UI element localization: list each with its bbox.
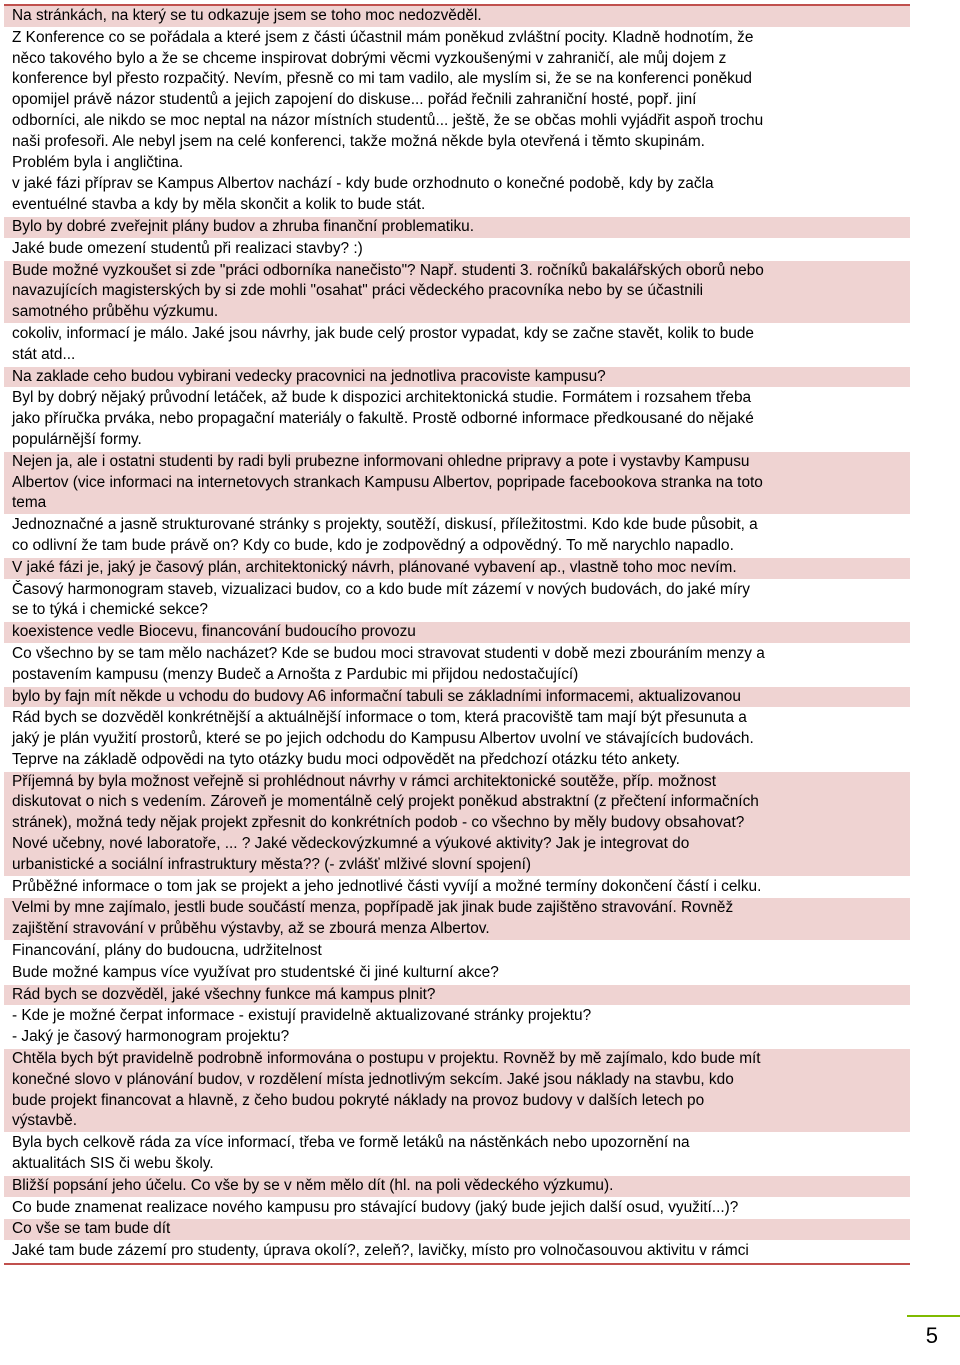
response-line: konference byl přesto rozpačitý. Nevím, přesně co mi tam vadilo, ale myslím si, že se na konferenci poněkud (12, 70, 752, 88)
response-row (4, 367, 910, 389)
response-line: se to týká i chemické sekce? (12, 601, 208, 619)
response-row (4, 28, 910, 175)
response-row (4, 644, 910, 687)
response-row (4, 239, 910, 261)
response-line: Na stránkách, na který se tu odkazuje jsem se toho moc nedozvěděl. (12, 7, 482, 24)
response-line: jaký je plán využití prostorů, které se po jejich odchodu do Kampusu Albertov uvolní ve stávajících budovách. (12, 730, 754, 748)
response-row (4, 877, 910, 899)
response-row (4, 1176, 910, 1198)
response-row (4, 1241, 910, 1263)
response-line: Financování, plány do budoucna, udržitelnost (12, 942, 322, 960)
response-line: bude projekt financovat a hlavně, z čeho budou pokryté náklady na provoz budovy v dalších letech po (12, 1091, 705, 1109)
response-line: co odlivní že tam bude právě on? Kdy co bude, kdo je zodpovědný a odpovědný. To mě narychlo napadlo. (12, 536, 734, 554)
response-line: postavením kampusu (menzy Budeč a Arnošta z Pardubic mi přijdou nedostačující) (12, 665, 579, 683)
response-line: Albertov (vice informaci na internetovych strankach Kampusu Albertov, popripade facebookova stranka na toto (12, 473, 763, 491)
response-line: Velmi by mne zajímalo, jestli bude součástí menza, popřípadě jak jinak bude zajištěno stravování. Rovněž (12, 899, 734, 917)
response-line: navazujících magisterských by si zde mohli "osahat" práci vědeckého pracovníka nebo by se účastnili (12, 282, 704, 300)
response-line: populárnější formy. (12, 430, 142, 448)
response-line: Nové učebny, nové laboratoře, ... ? Jaké vědeckovýzkumné a výukové aktivity? Jak je integrovat do (12, 835, 690, 853)
response-line: Chtěla bych být pravidelně podrobně informována o postupu v projektu. Rovněž by mě zajímalo, kdo bude mít (12, 1050, 761, 1068)
response-row (4, 217, 910, 239)
response-line: naši profesoři. Ale nebyl jsem na celé konferenci, takže možná někde byla otevřená i těmto skupinám. (12, 132, 705, 150)
response-row (4, 687, 910, 709)
response-line: Časový harmonogram staveb, vizualizaci budov, co a kdo bude mít zázemí v nových budovách, do jaké míry (12, 580, 750, 598)
response-row (4, 898, 910, 941)
response-row (4, 941, 910, 963)
response-line: - Kde je možné čerpat informace - existují pravidelně aktualizované stránky projektu? (12, 1007, 592, 1025)
page-number: 5 (925, 1323, 938, 1348)
response-row (4, 452, 910, 515)
response-line: Z Konference co se pořádala a které jsem z části účastnil mám poněkud zvláštní pocity. Kladně hodnotím, že (12, 28, 754, 46)
response-line: bylo by fajn mít někde u vchodu do budovy A6 informační tabuli se základními informacemi, aktualizovanou (12, 687, 741, 705)
response-line: Průběžné informace o tom jak se projekt a jeho jednotlivé části vyvíjí a možné termíny dokončení částí i celku. (12, 877, 762, 895)
response-line: něco takového bylo a že se chceme inspirovat dobrými věcmi vyzkoušenými v zahraničí, ale můj dojem z (12, 49, 727, 67)
response-line: samotného průběhu výzkumu. (12, 303, 219, 321)
response-line: Bližší popsání jeho účelu. Co vše by se v něm mělo dít (hl. na poli vědeckého výzkumu). (12, 1176, 614, 1194)
response-line: Nejen ja, ale i ostatni studenti by radi byli prubezne informovani ohledne pripravy a pote i vystavby Kampusu (12, 452, 750, 470)
response-line: cokoliv, informací je málo. Jaké jsou návrhy, jak bude celý prostor vypadat, kdy se začne stavět, kolik to bude (12, 324, 754, 342)
response-row (4, 1049, 910, 1133)
response-row (4, 6, 910, 28)
response-line: v jaké fázi příprav se Kampus Albertov nachází - kdy bude orzhodnuto o konečné podobě, kdy by začla (12, 175, 714, 193)
response-line: Byla bych celkově ráda za více informací, třeba ve formě letáků na nástěnkách nebo upozornění na (12, 1134, 690, 1152)
response-line: Rád bych se dozvěděl, jaké všechny funkce má kampus plnit? (12, 985, 436, 1003)
response-line: Co všechno by se tam mělo nacházet? Kde se budou moci stravovat studenti v době mezi zbouráním menzy a (12, 644, 765, 662)
response-row (4, 708, 910, 771)
response-line: tema (12, 494, 47, 512)
response-line: Jaké tam bude zázemí pro studenty, úprava okolí?, zeleň?, lavičky, místo pro volnočasouvou aktivitu v rámci (12, 1242, 749, 1260)
response-line: Bude možné kampus více využívat pro studentské či jiné kulturní akce? (12, 963, 499, 981)
response-row (4, 558, 910, 580)
response-line: Jednoznačné a jasně strukturované stránky s projekty, soutěží, diskusí, příležitostmi. Kdo kde bude působit, a (12, 516, 758, 534)
page-number-box (907, 1315, 960, 1365)
response-row (4, 622, 910, 644)
response-row (4, 963, 910, 985)
response-row (4, 1219, 910, 1241)
response-row (4, 985, 910, 1007)
response-row (4, 261, 910, 324)
response-row (4, 324, 910, 367)
response-line: odborníci, ale nikdo se moc neptal na názor místních studentů... ještě, že se občas mohli vyjádřit aspoň trochu (12, 111, 764, 129)
response-line: Na zaklade ceho budou vybirani vedecky pracovnici na jednotliva pracoviste kampusu? (12, 367, 606, 385)
response-row (4, 1198, 910, 1220)
response-line: Teprve na základě odpovědi na tyto otázky budu moci odpovědět na předchozí otázku této ankety. (12, 750, 680, 768)
response-line: Jaké bude omezení studentů při realizaci stavby? :) (12, 239, 363, 257)
response-row (4, 772, 910, 877)
response-line: eventuélné stavba a kdy by měla skončit a kolik to bude stát. (12, 196, 426, 214)
response-row (4, 515, 910, 558)
response-line: zajištění stravování v průběhu výstavby, až se zbourá menza Albertov. (12, 920, 490, 938)
response-row (4, 580, 910, 623)
response-line: koexistence vedle Biocevu, financování budoucího provozu (12, 623, 416, 641)
response-line: V jaké fázi je, jaký je časový plán, architektonický návrh, plánované vybavení ap., vlastně toho moc nevím. (12, 558, 737, 576)
response-line: Rád bych se dozvěděl konkrétnější a aktuálnější informace o tom, která pracoviště tam mají být přesunuta a (12, 709, 747, 727)
response-row (4, 1133, 910, 1176)
response-line: diskutovat o nich s vedením. Zároveň je momentálně celý projekt poněkud abstraktní (z přečtení informačních (12, 793, 759, 811)
response-line: - Jaký je časový harmonogram projektu? (12, 1028, 290, 1046)
survey-responses-table (4, 4, 910, 1265)
response-line: Bylo by dobré zveřejnit plány budov a zhruba finanční problematiku. (12, 217, 474, 235)
response-line: Bude možné vyzkoušet si zde "práci odborníka nanečisto"? Např. studenti 3. ročníků bakalářských oborů nebo (12, 261, 764, 279)
response-row (4, 1006, 910, 1049)
response-line: Co bude znamenat realizace nového kampusu pro stávající budovy (jaký bude jejich další osud, využití...)? (12, 1198, 739, 1216)
response-line: urbanistické a sociální infrastruktury města?? (- zvlášť mlživé slovní spojení) (12, 855, 531, 873)
response-row (4, 388, 910, 451)
response-line: Byl by dobrý nějaký průvodní letáček, až bude k dispozici architektonická studie. Formátem i rozsahem třeba (12, 389, 752, 407)
response-line: Co vše se tam bude dít (12, 1220, 171, 1238)
response-line: konečné slovo v plánování budov, v rozdělení místa jednotlivým sekcím. Jaké jsou náklady na stavbu, kdo (12, 1070, 734, 1088)
response-line: aktualitách SIS či webu školy. (12, 1155, 214, 1173)
response-line: opomijel právě názor studentů a jejich zapojení do diskuse... pořád řečnili zahraniční hosté, popř. jiní (12, 91, 697, 109)
response-line: stát atd... (12, 345, 76, 363)
response-line: jako příručka prváka, nebo propagační materiály o fakultě. Prostě odborné informace předkousané do nějaké (12, 410, 754, 428)
response-line: stránek), možná tedy nějak projekt zpřesnit do konkrétních podob - co všechno by měly budovy obsahovat? (12, 814, 745, 832)
response-row (4, 174, 910, 217)
response-line: Problém byla i angličtina. (12, 153, 184, 171)
response-line: Příjemná by byla možnost veřejně si prohlédnout návrhy v rámci architektonické soutěže, příp. možnost (12, 772, 717, 790)
response-line: výstavbě. (12, 1112, 78, 1130)
